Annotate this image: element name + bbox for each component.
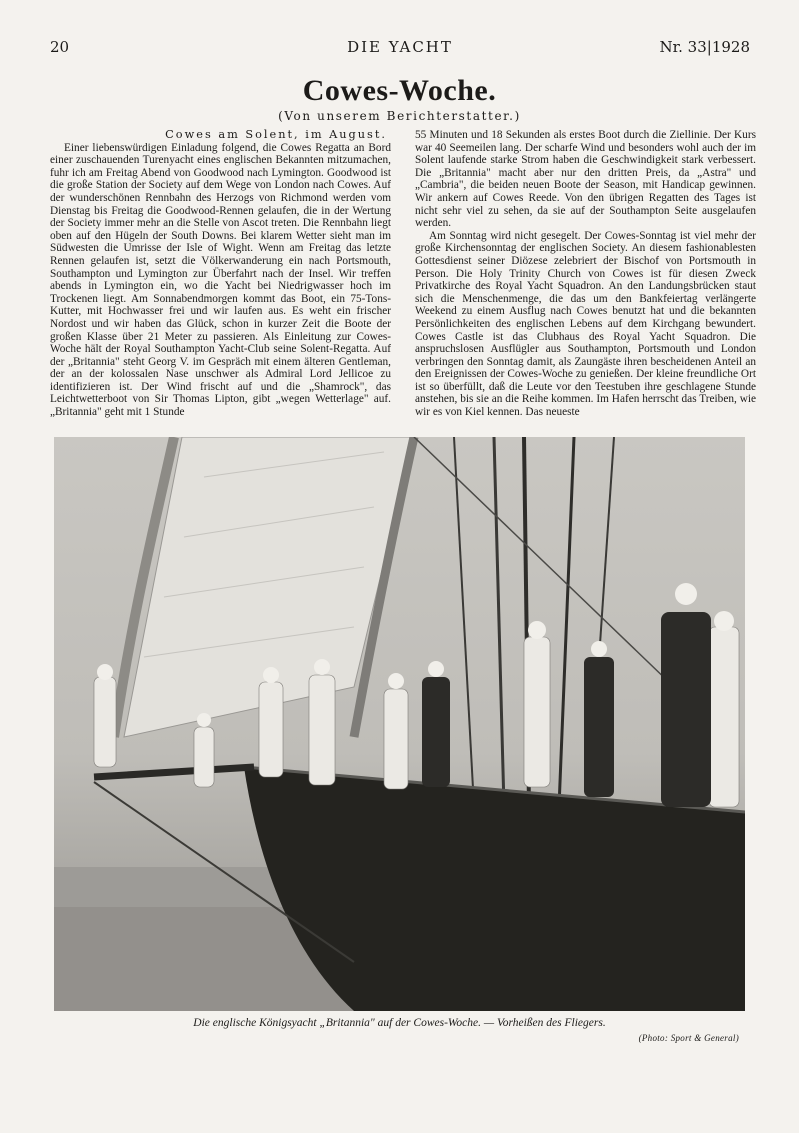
photo-caption: Die englische Königsyacht „Britannia" auf der Cowes-Woche. — Vorheißen des Fliegers.	[193, 1017, 606, 1029]
magazine-title: DIE YACHT	[347, 38, 453, 56]
article-dateline: Cowes am Solent, im August.	[165, 129, 387, 141]
paragraph: Am Sonntag wird nicht gesegelt. Der Cowes-Sonntag ist viel mehr der große Kirchensonntag der englischen Society. An diesem fashionablesten Gottesdienst seiner Diözese zelebriert der Bischof von Portsmouth in Person. Die Holy Trinity Church von Cowes ist für diesen Zweck Privatkirche des Royal Yacht Squadron. An den Landungsbrücken staut sich die Menschenmenge, die das um den Bankfeiertag verlängerte Weekend zu einem Ausflug nach Cowes benutzt hat und die bekannten Persönlichkeiten des englischen Lebens auf dem Kirchgang bewundert. Cowes Castle ist das Clubhaus des Royal Yacht Squadron. Die anspruchslosen Ausflügler aus Southampton, Portsmouth und London verbringen den Sonntag damit, als Zaungäste ihren bescheidenen Anteil an den Ereignissen der Cowes-Woche zu genießen. Der kleine freundliche Ort ist so überfüllt, daß die Leute vor den Teestuben ihre geschlagene Stunde anstehen, bis sie an die Reihe kommen. Im Hafen herrscht das Treiben, wie wir es von Kiel kennen. Das neueste	[415, 229, 756, 419]
text-column-left	[50, 129, 391, 439]
article-title: Cowes-Woche.	[302, 74, 497, 107]
issue-number: Nr. 33|1928	[659, 38, 750, 56]
paragraph: Einer liebenswürdigen Einladung folgend, die Cowes Regatta an Bord einer zuschauenden Turenyacht eines englischen Bekannten mitzumachen, fuhr ich am Freitag Abend von Goodwood nach Lymington. Goodwood ist die große Station der Society auf dem Wege von London nach Cowes. Auf der wunderschönen Rennbahn des Herzogs von Richmond werden vom Dienstag bis Freitag die Goodwood-Rennen gelaufen, die in der Wertung der Society immer mehr an die Stelle von Ascot treten. Die Rennbahn liegt oben auf den Hügeln der South Downs. Bei klarem Wetter sieht man im Südwesten die Umrisse der Isle of Wight. Wenn am Freitag das letzte Rennen gelaufen ist, setzt die Völkerwanderung ein nach Portsmouth, Southampton und Lymington zur Überfahrt nach der Insel. Wir treffen abends in Lymington ein, wo die Yacht bei Niedrigwasser hoch im Trockenen liegt. Am Sonnabendmorgen kommt das Boot, ein 75-Tons-Kutter, mit Hochwasser frei und wir laufen aus. Es weht ein frischer Nordost und wir haben das Glück, schon in kurzer Zeit die Boote der großen Klasse über 21 Meter zu passieren. Als Einleitung zur Cowes-Woche hält der Royal Southampton Yacht-Club seine Solent-Regatta. Auf der „Britannia" steht Georg V. im Gespräch mit einem älteren Gentleman, der an der kolossalen Nase unschwer als Admiral Lord Jellicoe zu identifizieren ist. Der Wind frischt auf und die „Shamrock", das Leichtwetterboot von Sir Thomas Lipton, gibt „wegen Wetterlage" auf. „Britannia" geht mit 1 Stunde	[50, 141, 391, 419]
yacht-photograph	[54, 437, 745, 1011]
yacht-illustration	[54, 437, 745, 1011]
paragraph: 55 Minuten und 18 Sekunden als erstes Boot durch die Ziellinie. Der Kurs war 40 Seemeilen lang. Der scharfe Wind und besonders wohl auch der im Solent laufende starke Strom haben die Geschwindigkeit stark verbessert. Die „Britannia" macht aber nur den dritten Preis, da „Astra" und „Cambria", die beiden neuen Boote der Season, mit Handicap gewinnen. Wir ankern auf Cowes Reede. Von den übrigen Regatten des Tages ist nicht sehr viel zu sehen, da sie auf der Southampton Seite ausgelaufen werden.	[415, 129, 756, 230]
article-byline: (Von unserem Berichterstatter.)	[278, 109, 521, 123]
page-number: 20	[50, 38, 70, 56]
photo-credit: (Photo: Sport & General)	[638, 1033, 739, 1043]
article-body	[50, 129, 756, 439]
running-header	[50, 38, 750, 58]
text-column-right	[415, 129, 756, 439]
